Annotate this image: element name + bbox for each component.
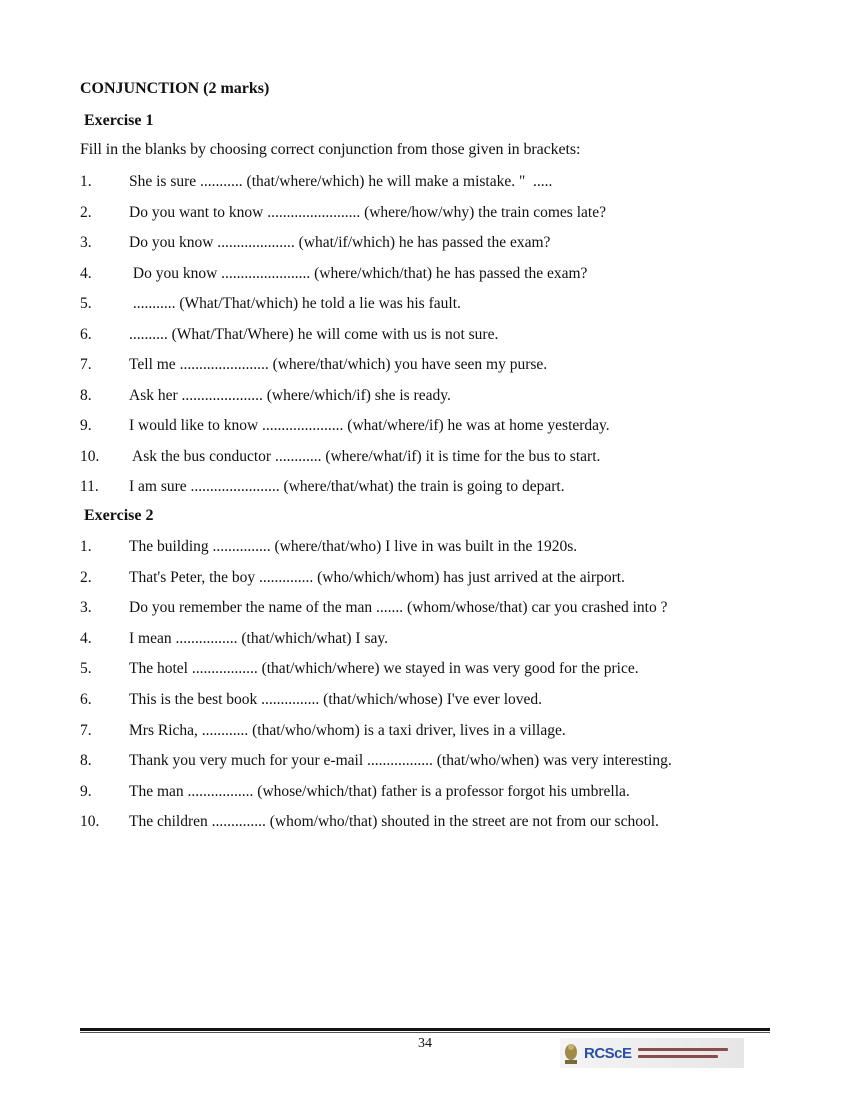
list-item	[0, 750, 850, 772]
exercise-2-title: Exercise 2	[84, 507, 154, 524]
list-item	[0, 171, 850, 193]
item-text: ........... (What/That/which) he told a lie was his fault.	[129, 295, 461, 312]
list-item	[0, 811, 850, 833]
list-item	[0, 415, 850, 437]
item-text: The man ................. (whose/which/that) father is a professor forgot his umbrella.	[129, 782, 630, 800]
item-text: I am sure ....................... (where/that/what) the train is going to depart.	[129, 478, 565, 495]
item-number: 3.	[80, 599, 92, 617]
list-item	[0, 567, 850, 589]
item-number: 1.	[80, 538, 92, 555]
item-text: Ask the bus conductor ............ (where/what/if) it is time for the bus to start.	[129, 447, 601, 465]
item-number: 1.	[80, 173, 92, 190]
list-item	[0, 476, 850, 498]
item-text: This is the best book ............... (that/which/whose) I've ever loved.	[129, 691, 543, 708]
list-item	[0, 597, 850, 619]
item-text: Mrs Richa, ............ (that/who/whom) is a taxi driver, lives in a village.	[129, 721, 566, 739]
item-text: I mean ................ (that/which/what) I say.	[129, 629, 388, 647]
list-item	[0, 385, 850, 407]
item-number: 6.	[80, 691, 92, 708]
item-number: 5.	[80, 660, 92, 678]
item-number: 9.	[80, 417, 92, 434]
state-emblem-icon	[562, 1040, 580, 1066]
item-number: 7.	[80, 356, 92, 373]
list-item	[0, 689, 850, 711]
item-number: 6.	[80, 325, 92, 343]
logo-text: RCScE	[584, 1044, 632, 1062]
list-item	[0, 536, 850, 558]
item-text: .......... (What/That/Where) he will come with us is not sure.	[129, 325, 499, 343]
item-text: The building ............... (where/that/who) I live in was built in the 1920s.	[129, 538, 578, 555]
item-number: 4.	[80, 264, 92, 282]
list-item	[0, 354, 850, 376]
item-text: Do you want to know ........................ (where/how/why) the train comes late?	[129, 203, 606, 221]
item-text: Do you know .................... (what/if/which) he has passed the exam?	[129, 234, 551, 251]
item-text: Tell me ....................... (where/that/which) you have seen my purse.	[129, 356, 548, 373]
list-item	[0, 263, 850, 285]
item-number: 2.	[80, 203, 92, 221]
footer-rule-thin	[80, 1032, 770, 1033]
item-text: I would like to know ..................... (what/where/if) he was at home yesterday.	[129, 417, 610, 434]
item-number: 10.	[80, 447, 100, 465]
item-number: 5.	[80, 295, 92, 312]
item-number: 2.	[80, 568, 92, 586]
list-item	[0, 202, 850, 224]
section-heading: CONJUNCTION (2 marks)	[80, 80, 270, 97]
list-item	[0, 781, 850, 803]
exercise-1-instruction: Fill in the blanks by choosing correct conjunction from those given in brackets:	[80, 141, 581, 158]
rcsce-logo	[560, 1038, 744, 1068]
item-number: 4.	[80, 629, 92, 647]
item-number: 7.	[80, 721, 92, 739]
item-text: Do you remember the name of the man ....... (whom/whose/that) car you crashed into ?	[129, 599, 668, 617]
list-item	[0, 628, 850, 650]
list-item	[0, 324, 850, 346]
item-number: 8.	[80, 752, 92, 770]
list-item	[0, 658, 850, 680]
item-text: She is sure ........... (that/where/which) he will make a mistake. " .....	[129, 173, 553, 190]
item-number: 11.	[80, 478, 99, 495]
list-item	[0, 446, 850, 468]
list-item	[0, 293, 850, 315]
item-number: 3.	[80, 234, 92, 251]
exercise-1-title: Exercise 1	[84, 112, 154, 129]
item-number: 8.	[80, 386, 92, 404]
item-text: Thank you very much for your e-mail ................. (that/who/when) was very interesting.	[129, 752, 672, 770]
item-text: That's Peter, the boy .............. (who/which/whom) has just arrived at the airport.	[129, 568, 625, 586]
footer-rule	[80, 1028, 770, 1031]
logo-tagline	[638, 1048, 728, 1058]
list-item	[0, 720, 850, 742]
page-number: 34	[418, 1036, 432, 1051]
list-item	[0, 232, 850, 254]
item-text: Ask her ..................... (where/which/if) she is ready.	[129, 386, 451, 404]
item-number: 9.	[80, 782, 92, 800]
item-number: 10.	[80, 813, 100, 831]
item-text: The hotel ................. (that/which/where) we stayed in was very good for the price.	[129, 660, 639, 678]
item-text: The children .............. (whom/who/that) shouted in the street are not from our school.	[129, 813, 659, 831]
item-text: Do you know ....................... (where/which/that) he has passed the exam?	[129, 264, 588, 282]
